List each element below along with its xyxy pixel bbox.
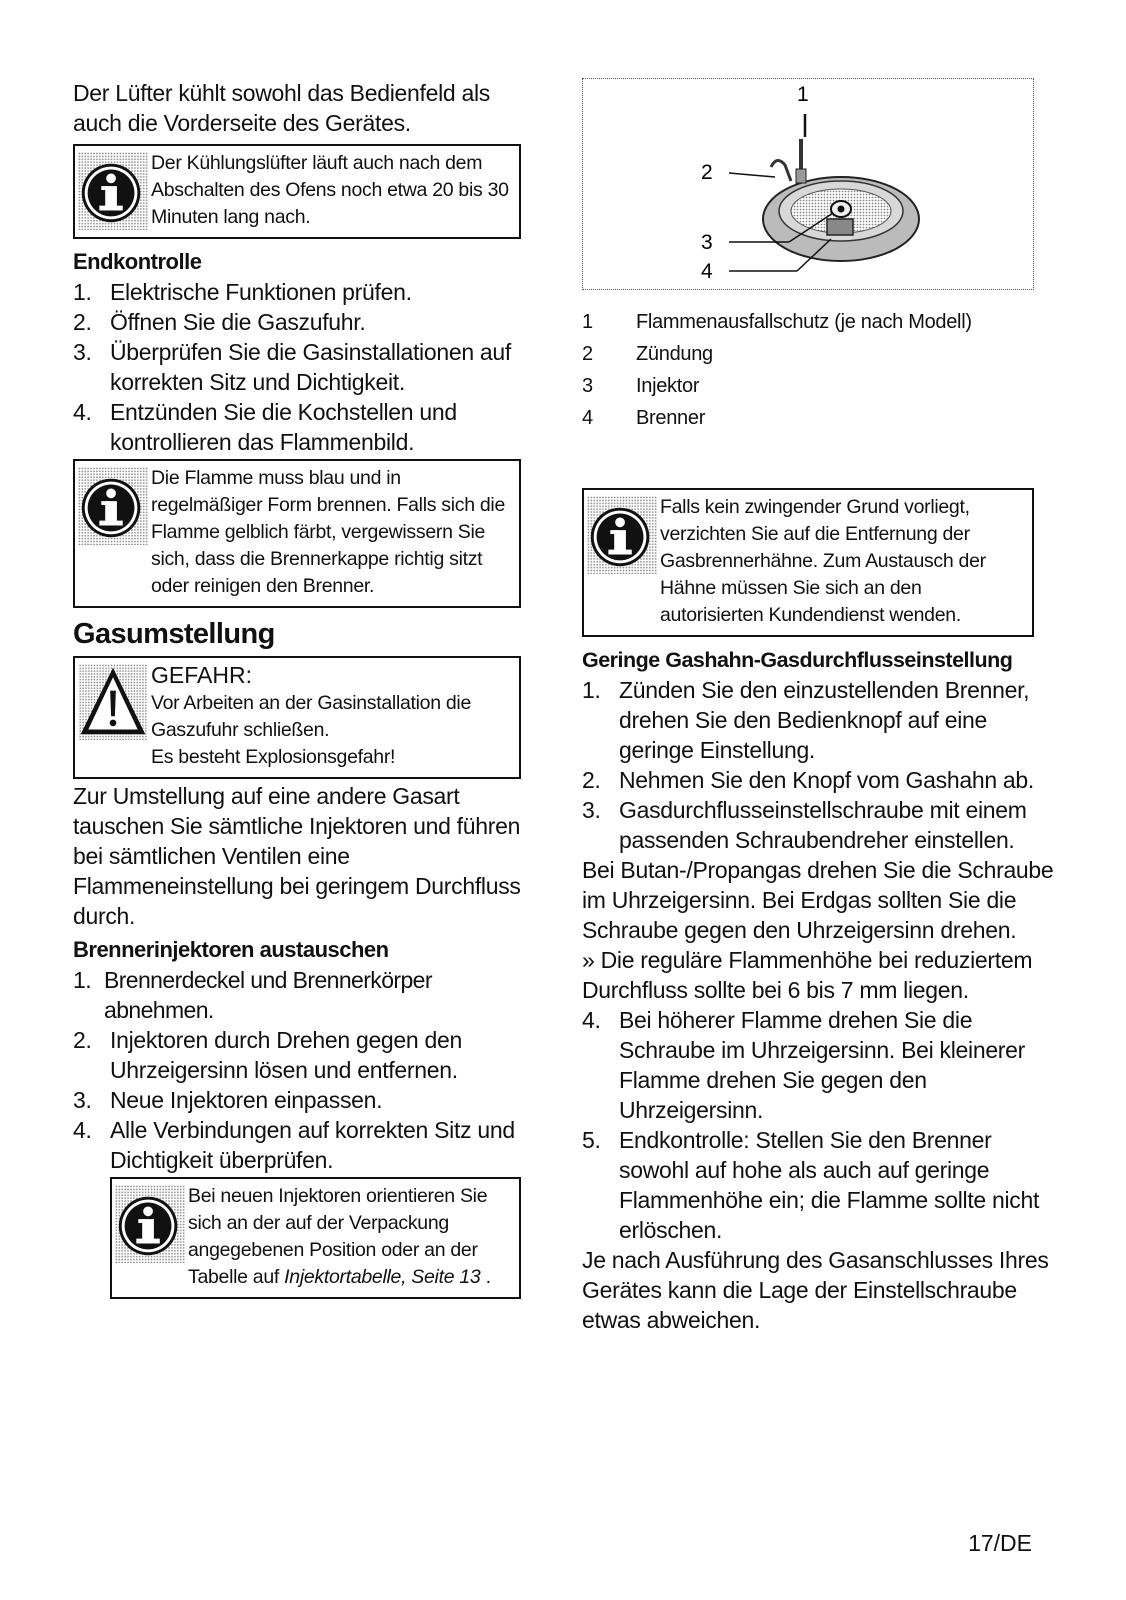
page-number: 17/DE — [968, 1530, 1032, 1556]
result-text: » Die reguläre Flammenhöhe bei reduziertem Durchfluss sollte bei 6 bis 7 mm liegen. — [582, 947, 1033, 1003]
info-text: Die Flamme muss blau und in regelmäßiger Form brennen. Falls sich die Flamme gelblich färbt, vergewissern Sie sich, dass die Brennerkappe richtig sitzt oder reinigen den Brenner. — [151, 467, 506, 597]
legend-item: 4 Brenner — [582, 407, 706, 429]
figure-label-1: 1 — [797, 83, 809, 106]
warning-text: Vor Arbeiten an der Gasinstallation die Gaszufuhr schließen. — [151, 692, 472, 741]
info-box-gashahn — [582, 488, 1034, 637]
warning-text-2: Es besteht Explosionsgefahr! — [151, 746, 396, 768]
butan-text: Bei Butan-/Propangas drehen Sie die Schraube im Uhrzeigersinn. Bei Erdgas sollten Sie die Schraube gegen den Uhrzeigersinn drehen. — [582, 857, 1054, 943]
left-column — [73, 78, 533, 1299]
injektoren-list — [73, 965, 533, 1175]
legend-item: 3 Injektor — [582, 375, 700, 397]
geringe-heading: Geringe Gashahn-Gasdurchflusseinstellung — [582, 648, 1013, 672]
gasumstellung-heading: Gasumstellung — [73, 618, 275, 650]
info-box-flame — [73, 459, 521, 608]
figure-label-3: 3 — [701, 231, 713, 254]
geringe-list-a — [582, 675, 1056, 855]
legend-item: 1 Flammenausfallschutz (je nach Modell) — [582, 311, 972, 333]
list-item: 4. Entzünden Sie die Kochstellen und kontrollieren das Flammenbild. — [73, 399, 457, 455]
warning-triangle-icon — [77, 664, 149, 740]
figure-label-4: 4 — [701, 260, 713, 283]
list-item: 3. Neue Injektoren einpassen. — [73, 1087, 383, 1113]
list-item: 3. Überprüfen Sie die Gasinstallationen auf korrekten Sitz und Dichtigkeit. — [73, 339, 511, 395]
info-text: Der Kühlungslüfter läuft auch nach dem Abschalten des Ofens noch etwa 20 bis 30 Minuten lang nach. — [151, 152, 509, 228]
right-column — [582, 78, 1056, 1335]
list-item: 4. Bei höherer Flamme drehen Sie die Schraube im Uhrzeigersinn. Bei kleinerer Flamme drehen Sie gegen den Uhrzeigersinn. — [582, 1007, 1026, 1123]
list-item: 4. Alle Verbindungen auf korrekten Sitz und Dichtigkeit überprüfen. — [73, 1117, 515, 1173]
list-item: 1. Elektrische Funktionen prüfen. — [73, 279, 412, 305]
list-item: 1. Zünden Sie den einzustellenden Brenner, drehen Sie den Bedienknopf auf eine geringe Einstellung. — [582, 677, 1030, 763]
list-item: 1. Brennerdeckel und Brennerkörper abnehmen. — [73, 967, 432, 1023]
info-box-fan — [73, 144, 521, 239]
list-item: 5. Endkontrolle: Stellen Sie den Brenner sowohl auf hohe als auch auf geringe Flammenhöhe ein; die Flamme sollte nicht erlöschen. — [582, 1127, 1040, 1243]
info-text-end: . — [480, 1266, 491, 1288]
closing-text: Je nach Ausführung des Gasanschlusses Ihres Gerätes kann die Lage der Einstellschraube etwas abweichen. — [582, 1247, 1049, 1333]
info-text: Falls kein zwingender Grund vorliegt, verzichten Sie auf die Entfernung der Gasbrennerhähne. Zum Austausch der Hähne müssen Sie sich an den autorisierten Kundendienst wenden. — [660, 496, 986, 626]
list-item: 2. Nehmen Sie den Knopf vom Gashahn ab. — [582, 767, 1034, 793]
fan-intro: Der Lüfter kühlt sowohl das Bedienfeld als auch die Vorderseite des Gerätes. — [73, 80, 490, 136]
legend-item: 2 Zündung — [582, 343, 713, 365]
warning-title: GEFAHR: — [151, 662, 252, 688]
emphasis-gegen: gegen — [684, 917, 747, 943]
figure-legend — [582, 306, 1056, 434]
geringe-list-b — [582, 1005, 1056, 1245]
figure-label-2: 2 — [701, 161, 713, 184]
warning-box — [73, 656, 521, 779]
injektoren-heading: Brennerinjektoren austauschen — [73, 937, 389, 962]
info-icon — [586, 496, 658, 574]
list-item: 2. Öffnen Sie die Gaszufuhr. — [73, 309, 366, 335]
umstellung-text: Zur Umstellung auf eine andere Gasart tauschen Sie sämtliche Injektoren und führen bei sämtlichen Ventilen eine Flammeneinstellung bei geringem Durchfluss durch. — [73, 783, 521, 929]
endkontrolle-list — [73, 277, 533, 457]
burner-figure — [582, 78, 1034, 290]
cross-reference-link[interactable]: Injektortabelle, Seite 13 — [284, 1266, 481, 1288]
info-icon — [77, 467, 149, 545]
burner-diagram — [583, 79, 1033, 289]
endkontrolle-heading: Endkontrolle — [73, 249, 202, 274]
info-box-injektoren — [110, 1177, 521, 1299]
list-item: 2. Injektoren durch Drehen gegen den Uhrzeigersinn lösen und entfernen. — [73, 1027, 462, 1083]
info-text: Bei neuen Injektoren orientieren Sie sich an der auf der Verpackung angegebenen Position oder an der Tabelle auf — [188, 1185, 488, 1288]
info-icon — [77, 152, 149, 230]
list-item: 3. Gasdurchflusseinstellschraube mit einem passenden Schraubendreher einstellen. — [582, 797, 1027, 853]
info-icon — [114, 1185, 186, 1263]
